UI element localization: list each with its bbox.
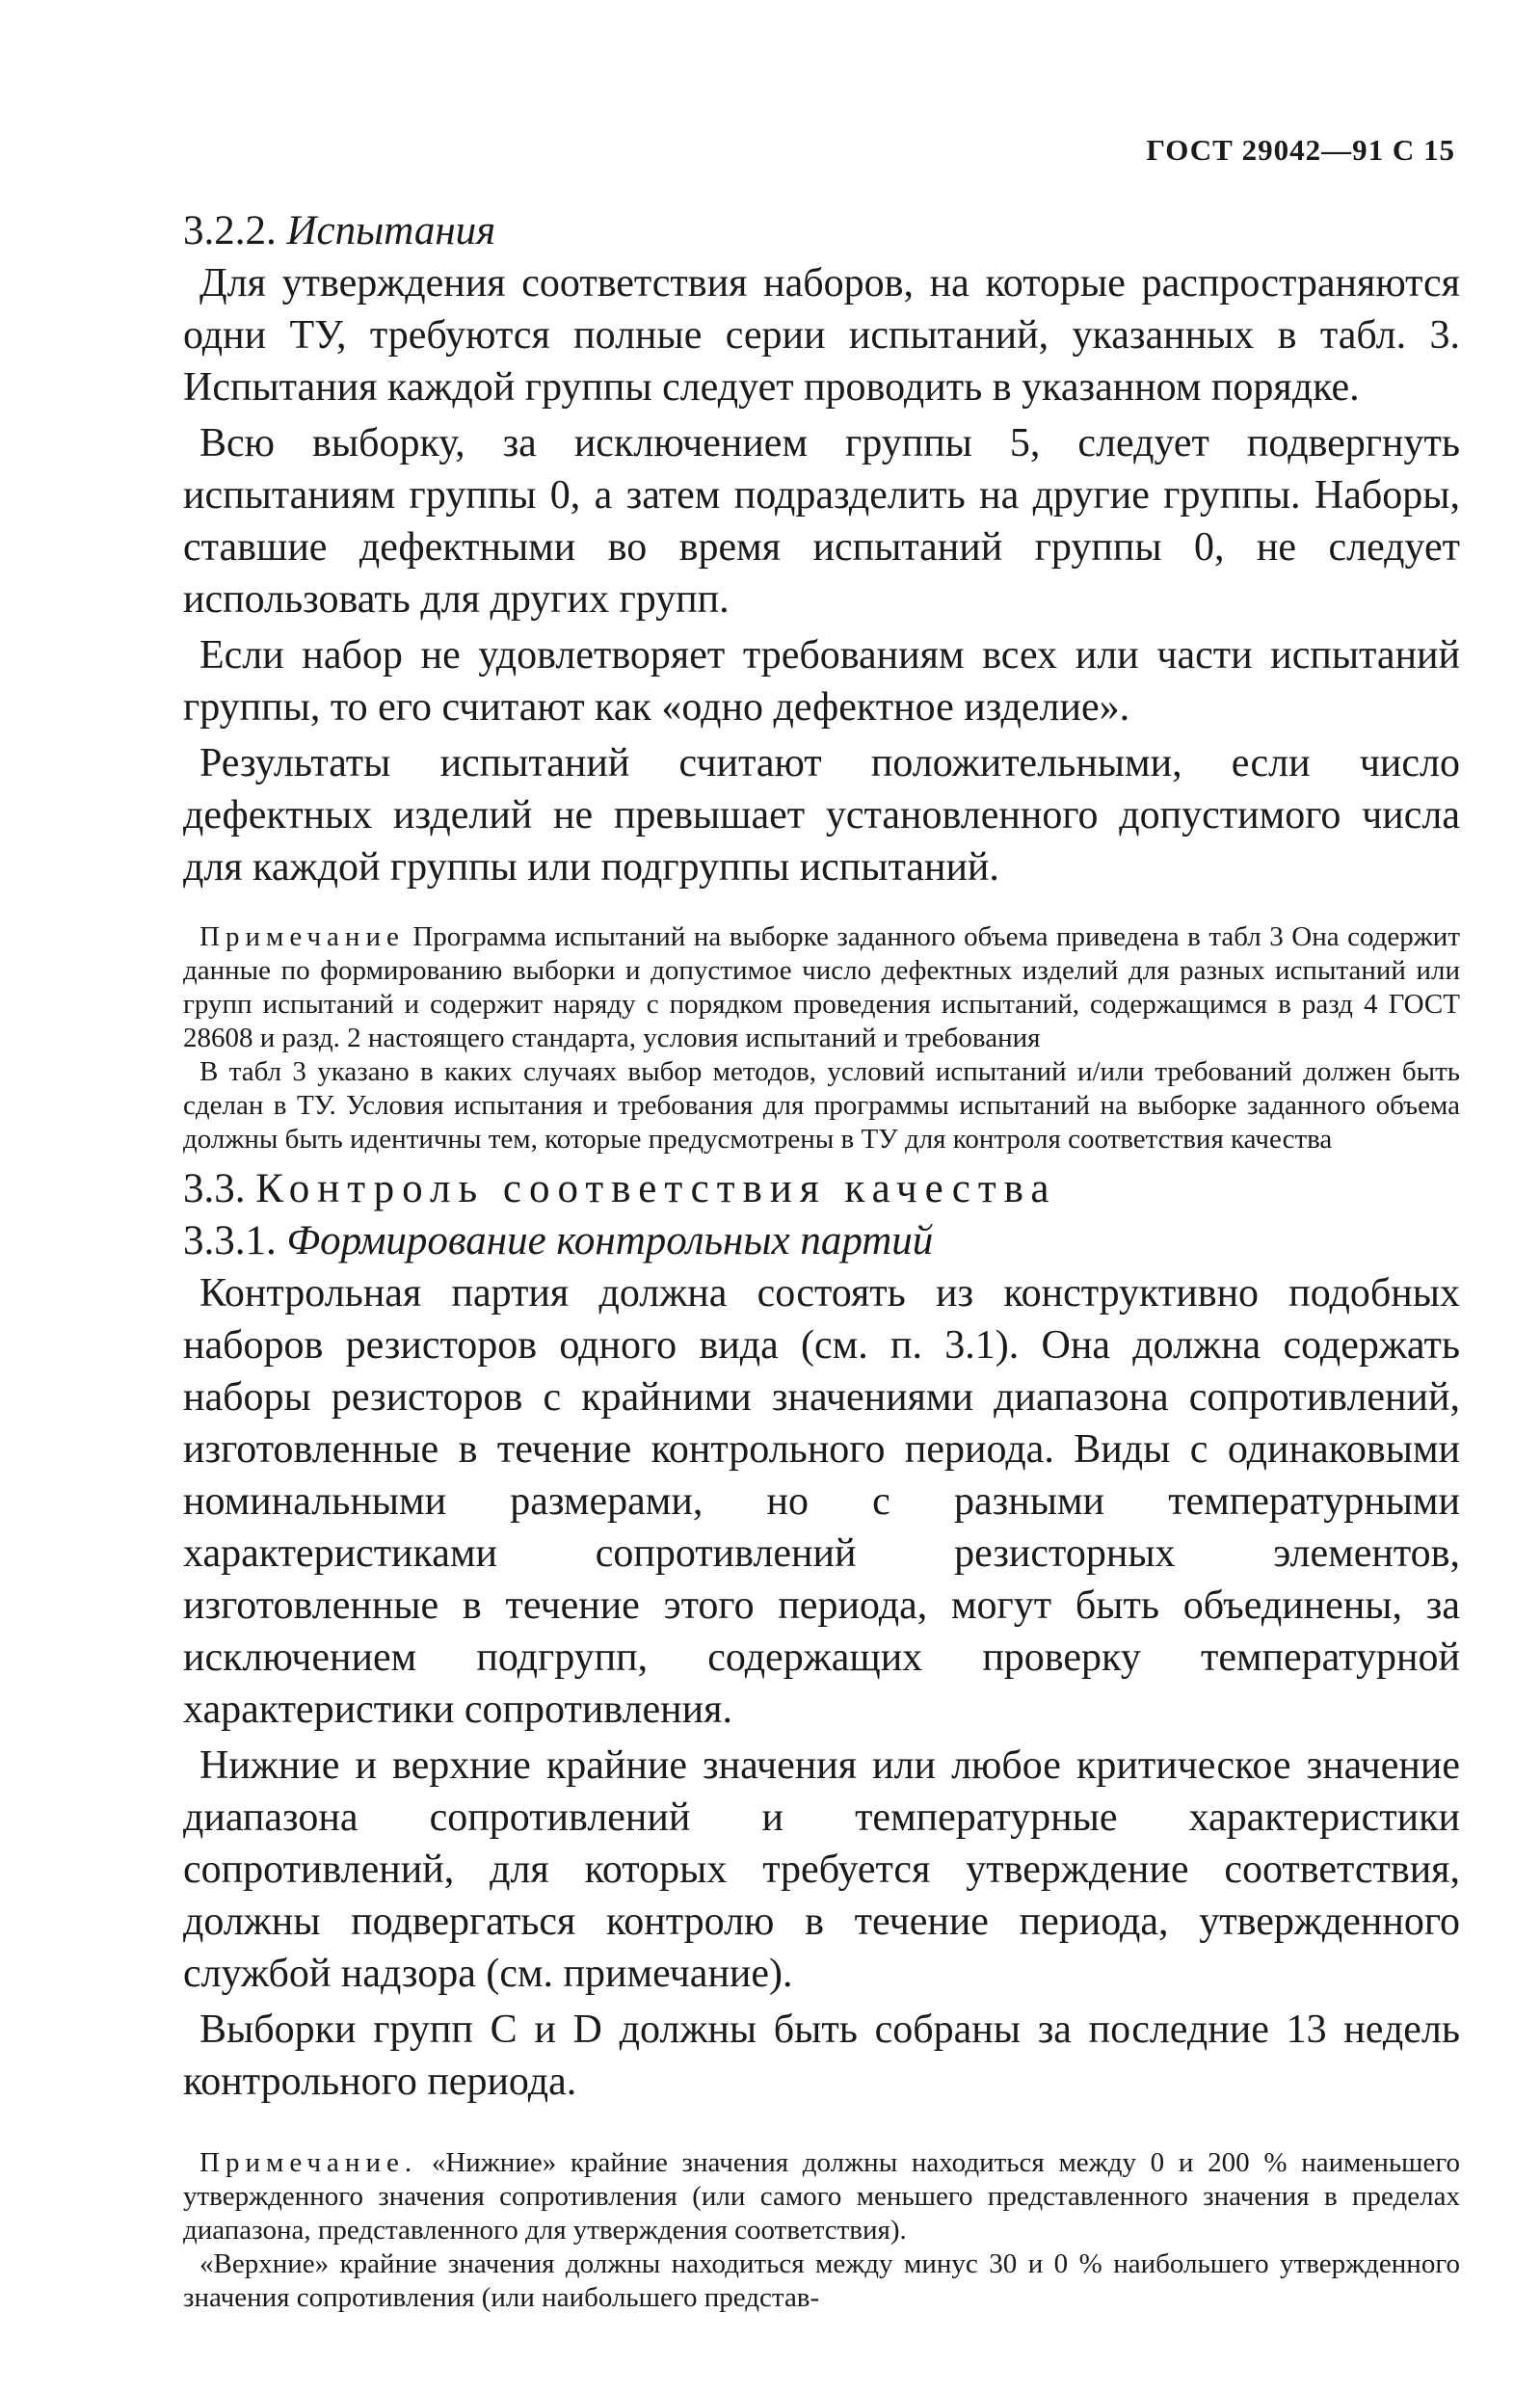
note-text: Программа испытаний на выборке заданного объема приведена в табл 3 Она содержит данные по формированию выборки и допустимое число дефектных изделий для разных испытаний или групп испытаний и содержит наряду с порядком проведения испытаний, содержащимся в разд 4 ГОСТ 28608 и разд. 2 настоящего стандарта, условия испытаний и требования (183, 921, 1460, 1053)
section-3-3-1 (183, 1215, 1460, 2315)
section-title: Формирование контрольных партий (286, 1218, 934, 1263)
section-number: 3.3.1. (183, 1218, 277, 1263)
note-label: Примечание. (199, 2147, 418, 2178)
note-label: Примечание (199, 921, 405, 952)
paragraph: Для утверждения соответствия наборов, на которые распространяются одни ТУ, требуются полные серии испытаний, указанных в табл. 3. Испытания каждой группы следует проводить в указанном порядке. (183, 261, 1460, 410)
note-paragraph: В табл 3 указано в каких случаях выбор методов, условий испытаний и/или требований должен быть сделан в ТУ. Условия испытания и требования для программы испытаний на выборке заданного объема должны быть идентичны тем, которые предусмотрены в ТУ для контроля соответствия качества (183, 1056, 1460, 1155)
paragraph: Результаты испытаний считают положительными, если число дефектных изделий не превышает установленного допустимого числа для каждой группы или подгруппы испытаний. (183, 741, 1460, 890)
section-title: Испытания (286, 208, 496, 253)
section-number: 3.3. (183, 1166, 246, 1211)
section-title: Контроль соответствия качества (255, 1166, 1057, 1211)
section-3-3 (183, 1163, 1460, 1215)
page-header: ГОСТ 29042—91 С 15 (1146, 133, 1455, 167)
note-paragraph: «Верхние» крайние значения должны находиться между минус 30 и 0 % наибольшего утвержденного значения сопротивления (или наибольшего представ- (183, 2248, 1460, 2313)
paragraph: Нижние и верхние крайние значения или любое критическое значение диапазона сопротивлений и температурные характеристики сопротивлений, для которых требуется утверждение соответствия, должны подвергаться контролю в течение периода, утвержденного службой надзора (см. примечание). (183, 1743, 1460, 1996)
section-number: 3.2.2. (183, 208, 277, 253)
paragraph: Контрольная партия должна состоять из конструктивно подобных наборов резисторов одного вида (см. п. 3.1). Она должна содержать наборы резисторов с крайними значениями диапазона сопротивлений, изготовленные в течение контрольного периода. Виды с одинаковыми номинальными размерами, но с разными температурными характеристиками сопротивлений резисторных элементов, изготовленные в течение этого периода, могут быть объединены, за исключением подгрупп, содержащих проверку температурной характеристики сопротивления. (183, 1271, 1460, 1732)
note-paragraph (183, 2146, 1460, 2247)
paragraph: Всю выборку, за исключением группы 5, следует подвергнуть испытаниям группы 0, а затем подразделить на другие группы. Наборы, ставшие дефектными во время испытаний группы 0, не следует использовать для других групп. (183, 421, 1460, 622)
note-text: «Нижние» крайние значения должны находиться между 0 и 200 % наименьшего утвержденного значения сопротивления (или самого меньшего представленного значения в пределах диапазона, представленного для утверждения соответствия). (183, 2147, 1460, 2246)
section-heading (183, 1215, 1460, 1267)
section-heading (183, 1163, 1460, 1215)
note-paragraph (183, 920, 1460, 1055)
paragraph: Если набор не удовлетворяет требованиям всех или части испытаний группы, то его считают как «одно дефектное изделие». (183, 633, 1460, 730)
section-3-2-2 (183, 205, 1460, 1157)
paragraph: Выборки групп С и D должны быть собраны за последние 13 недель контрольного периода. (183, 2007, 1460, 2104)
section-heading (183, 205, 1460, 257)
